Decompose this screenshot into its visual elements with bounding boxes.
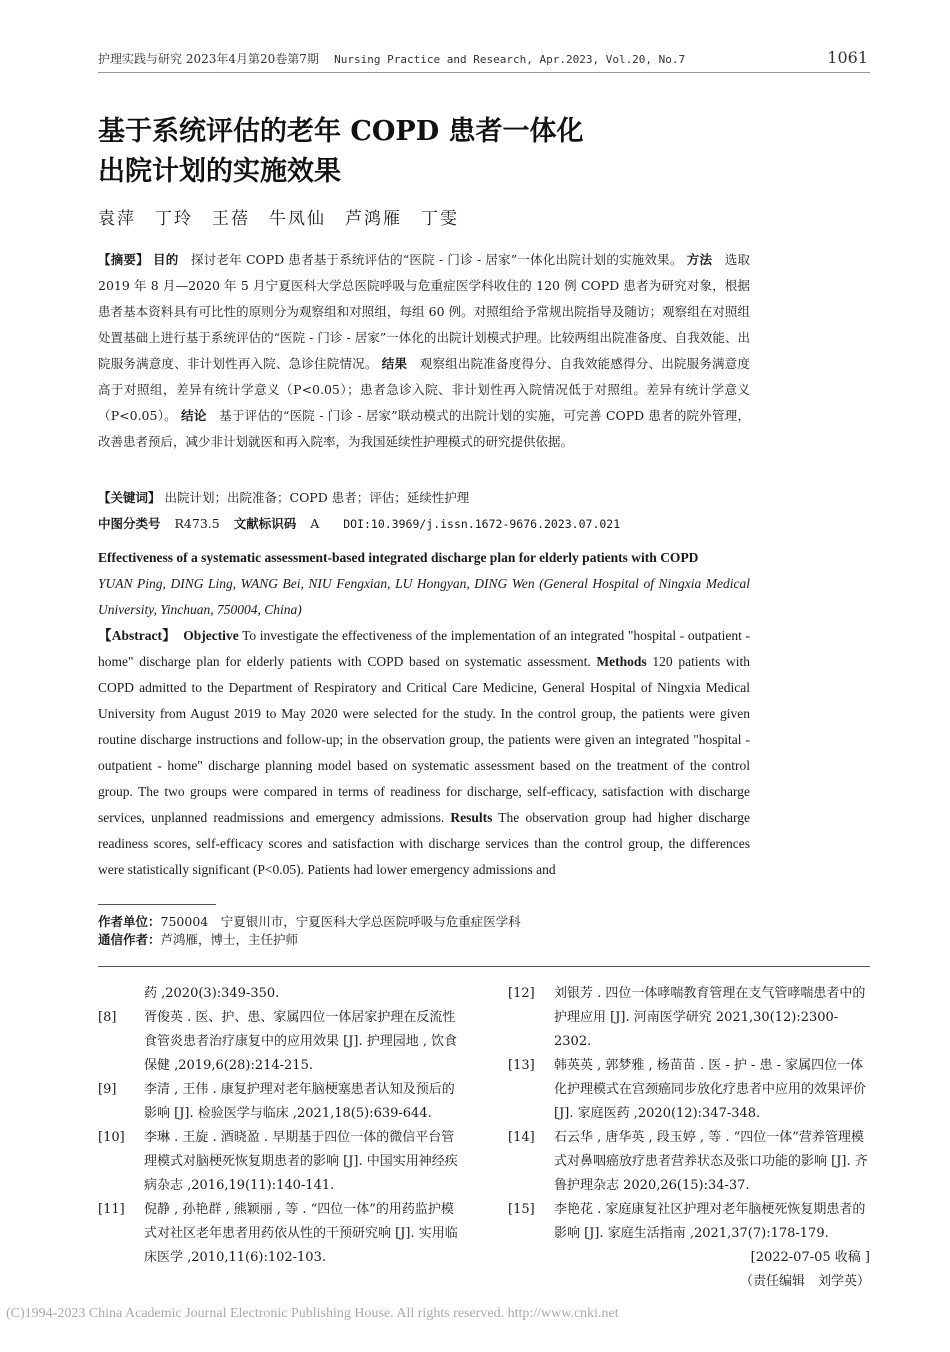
objective-en-label: Objective (183, 628, 239, 643)
clc-label: 中图分类号 (98, 516, 161, 531)
english-abstract-body (98, 623, 750, 883)
english-title: Effectiveness of a systematic assessment-based integrated discharge plan for elderly patients with COPD (98, 550, 699, 565)
objective-en-text: To investigate the effectiveness of the implementation of an integrated "hospital - outpatient - home" discharge plan for elderly patients with COPD based on systematic assessment. (98, 628, 750, 669)
references-left-column (98, 982, 460, 1270)
corresponding-author (98, 931, 521, 949)
running-header (98, 50, 685, 67)
doc-code-label: 文献标识码 (233, 516, 297, 531)
keywords-text: 出院计划；出院准备；COPD 患者；评估；延续性护理 (164, 490, 470, 505)
affiliation-block (98, 913, 521, 949)
doc-code: A (310, 516, 320, 531)
responsible-editor: （责任编辑 刘学英） (739, 1274, 870, 1289)
unit-text: 750004 宁夏银川市，宁夏医科大学总医院呼吸与危重症医学科 (160, 914, 521, 929)
unit-label: 作者单位： (98, 914, 161, 929)
journal-name-en: Nursing Practice and Research, Apr.2023, Vol.20, No.7 (334, 53, 686, 66)
title-line-2: 出院计划的实施效果 (98, 156, 341, 187)
classification-line (98, 511, 750, 537)
author-list: 袁萍 丁玲 王蓓 牛凤仙 芦鸿雁 丁雯 (98, 209, 459, 229)
journal-name-cn: 护理实践与研究 2023年4月第20卷第7期 (98, 52, 319, 66)
reference-item: [8] 胥俊英 . 医、护、患、家属四位一体居家护理在反流性食管炎患者治疗康复中的应用效果 [J]. 护理园地 , 饮食保健 ,2019,6(28):214-215. (98, 1010, 458, 1073)
page-number: 1061 (827, 48, 868, 67)
objective-label: 目的 (153, 252, 179, 267)
abstract-cn (98, 247, 750, 455)
reference-item: [14] 石云华 , 唐华英 , 段玉婷 , 等 . “四位一体”营养管理模式对鼻咽癌放疗患者营养状态及张口功能的影响 [J]. 齐鲁护理杂志 2020,26(15):34-37. (508, 1130, 868, 1193)
abstract-label: 【摘要】 (98, 252, 149, 267)
methods-en-label: Methods (596, 654, 647, 669)
results-label: 结果 (381, 356, 408, 371)
footnote-divider (98, 904, 216, 905)
corr-text: 芦鸿雁，博士，主任护师 (160, 932, 299, 947)
methods-label: 方法 (686, 252, 713, 267)
reference-item: 药 ,2020(3):349-350. (144, 986, 280, 1001)
results-en-label: Results (450, 810, 493, 825)
title-line-1: 基于系统评估的老年 COPD 患者一体化 (98, 116, 584, 147)
reference-item: [15] 李艳花 . 家庭康复社区护理对老年脑梗死恢复期患者的影响 [J]. 家庭生活指南 ,2021,37(7):178-179. (508, 1202, 866, 1241)
abstract-en (98, 545, 750, 883)
keywords (98, 485, 750, 511)
references-right-column (508, 982, 870, 1294)
results-en-text: The observation group had higher discharge readiness scores, self-efficacy scores and satisfaction with discharge services than the control group, the differences were statistically significant (P<0.05). Patients had lower emergency admissions and (98, 810, 750, 877)
reference-item: [12] 刘银芳 . 四位一体哮喘教育管理在支气管哮喘患者中的护理应用 [J]. 河南医学研究 2021,30(12):2300-2302. (508, 986, 866, 1049)
methods-en-text: 120 patients with COPD admitted to the Department of Respiratory and Critical Care Medicine, General Hospital of Ningxia Medical University from August 2019 to May 2020 were selected for the study. In the control group, the patients were given routine discharge instructions and follow-up; in the observation group, the patients were given an integrated "hospital - outpatient - home" discharge planning model based on systematic assessment based on the treatment of the control group. The two groups were compared in terms of readiness for discharge, self-efficacy, satisfaction with discharge services, unplanned readmissions and emergency admissions. (98, 654, 751, 825)
conclusion-label: 结论 (181, 408, 207, 423)
conclusion-text: 基于评估的“医院 - 门诊 - 居家”联动模式的出院计划的实施，可完善 COPD 患者的院外管理，改善患者预后，减少非计划就医和再入院率，为我国延续性护理模式的研究提供依据。 (98, 408, 750, 449)
keywords-label: 【关键词】 (98, 490, 161, 505)
abstract-en-label: 【Abstract】 (98, 628, 176, 643)
methods-text: 选取 2019 年 8 月—2020 年 5 月宁夏医科大学总医院呼吸与危重症医学科收住的 120 例 COPD 患者为研究对象，根据患者基本资料具有可比性的原则分为观察组和对照组，每组 60 例。对照组给予常规出院指导及随访；观察组在对照组处置基础上进行基于系统评估的“医院 - 门诊 - 居家”一体化的出院计划模式护理。比较两组出院准备度、自我效能、出院服务满意度、非计划性再入院、急诊住院情况。 (98, 252, 750, 371)
results-text: 观察组出院准备度得分、自我效能感得分、出院服务满意度高于对照组，差异有统计学意义（P<0.05）；患者急诊入院、非计划性再入院情况低于对照组。差异有统计学意义（P<0.05）。 (98, 356, 750, 423)
header-divider (98, 72, 870, 73)
english-authors: YUAN Ping, DING Ling, WANG Bei, NIU Fengxian, LU Hongyan, DING Wen (General Hospital of Ningxia Medical University, Yinchuan, 750004, China) (98, 576, 750, 617)
doi: DOI:10.3969/j.issn.1672-9676.2023.07.021 (343, 517, 621, 531)
reference-item: [13] 韩英英 , 郭梦雅 , 杨苗苗 . 医 - 护 - 患 - 家属四位一体化护理模式在宫颈癌同步放化疗患者中应用的效果评价 [J]. 家庭医药 ,2020(12):347-348. (508, 1058, 867, 1121)
objective-text: 探讨老年 COPD 患者基于系统评估的“医院 - 门诊 - 居家”一体化出院计划的实施效果。 (190, 252, 683, 267)
corr-label: 通信作者： (98, 932, 161, 947)
author-unit (98, 913, 521, 931)
received-date: [2022-07-05 收稿 ] (750, 1250, 870, 1265)
article-title (98, 112, 584, 192)
section-divider (98, 966, 870, 967)
reference-item: [10] 李琳 . 王旋 . 酒晓盈 . 早期基于四位一体的微信平台管理模式对脑梗死恢复期患者的影响 [J]. 中国实用神经疾病杂志 ,2016,19(11):140-141. (98, 1130, 458, 1193)
reference-item: [9] 李清 , 王伟 . 康复护理对老年脑梗塞患者认知及预后的影响 [J]. 检验医学与临床 ,2021,18(5):639-644. (98, 1082, 455, 1121)
reference-item: [11] 倪静 , 孙艳群 , 熊颖丽 , 等 . “四位一体”的用药监护模式对社区老年患者用药依从性的干预研究响 [J]. 实用临床医学 ,2010,11(6):102-103. (98, 1202, 458, 1265)
clc-code: R473.5 (174, 516, 220, 531)
copyright-footer: (C)1994-2023 China Academic Journal Electronic Publishing House. All rights reserved. http://www.cnki.net (6, 1306, 619, 1321)
